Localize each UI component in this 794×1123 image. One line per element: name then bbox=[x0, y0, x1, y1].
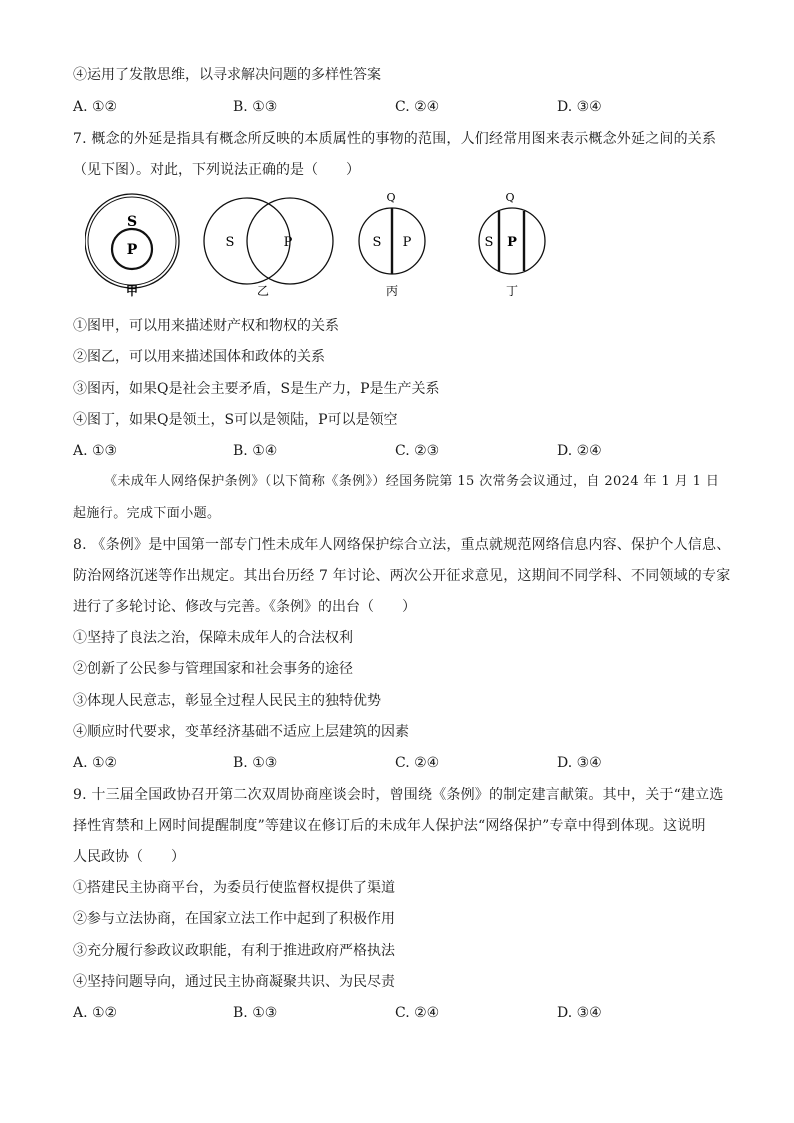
q8-item-1: ①坚持了良法之治，保障未成年人的合法权利 bbox=[73, 630, 353, 646]
q8-stem-line-3: 进行了多轮讨论、修改与完善。《条例》的出台（ ） bbox=[73, 599, 416, 615]
q9-options bbox=[73, 1004, 633, 1022]
q9-option-a: A. ①② bbox=[73, 1005, 118, 1021]
q7-item-1: ①图甲，可以用来描述财产权和物权的关系 bbox=[73, 318, 339, 334]
q6-option-c: C. ②④ bbox=[395, 99, 440, 115]
ding-mid-label: P bbox=[507, 235, 517, 250]
jia-inner-label: P bbox=[126, 242, 138, 258]
yi-caption: 乙 bbox=[256, 284, 270, 298]
q6-option-d: D. ③④ bbox=[557, 99, 602, 115]
q9-stem-line-3: 人民政协（ ） bbox=[73, 849, 185, 865]
q8-item-4: ④顺应时代要求，变革经济基础不适应上层建筑的因素 bbox=[73, 724, 409, 740]
bing-right-label: P bbox=[402, 235, 412, 250]
figure-bing bbox=[359, 191, 425, 298]
q8-item-3: ③体现人民意志，彰显全过程人民民主的独特优势 bbox=[73, 693, 381, 709]
q9-item-1: ①搭建民主协商平台，为委员行使监督权提供了渠道 bbox=[73, 880, 395, 896]
q7-option-b: B. ①④ bbox=[233, 443, 278, 459]
q7-option-d: D. ②④ bbox=[557, 443, 602, 459]
q7-stem-line-1: 7. 概念的外延是指具有概念所反映的本质属性的事物的范围，人们经常用图来表示概念外延之间的关系 bbox=[73, 131, 717, 147]
q9-option-d: D. ③④ bbox=[557, 1005, 602, 1021]
ding-left-label: S bbox=[484, 235, 494, 250]
q8-option-c: C. ②④ bbox=[395, 755, 440, 771]
q6-option-a: A. ①② bbox=[73, 99, 118, 115]
jia-outer-label: S bbox=[126, 214, 138, 230]
q8-option-b: B. ①③ bbox=[233, 755, 278, 771]
q7-stem-line-2: （见下图）。对此，下列说法正确的是（ ） bbox=[73, 162, 360, 178]
q8-option-d: D. ③④ bbox=[557, 755, 602, 771]
bing-left-label: S bbox=[372, 235, 382, 250]
figure-yi bbox=[204, 198, 333, 298]
q9-option-c: C. ②④ bbox=[395, 1005, 440, 1021]
q7-option-c: C. ②③ bbox=[395, 443, 440, 459]
q9-item-2: ②参与立法协商，在国家立法工作中起到了积极作用 bbox=[73, 911, 395, 927]
q9-item-3: ③充分履行参政议政职能，有利于推进政府严格执法 bbox=[73, 943, 395, 959]
q9-stem-line-2: 择性宵禁和上网时间提醒制度”等建议在修订后的未成年人保护法“网络保护”专章中得到体现。这说明 bbox=[73, 818, 706, 834]
intro-line-2: 起施行。完成下面小题。 bbox=[73, 506, 221, 521]
ding-top-label: Q bbox=[505, 191, 515, 204]
q8-stem-line-2: 防治网络沉迷等作出规定。其出台历经 7 年讨论、两次公开征求意见，这期间不同学科、不同领域的专家 bbox=[73, 568, 731, 584]
bing-caption: 丙 bbox=[385, 284, 399, 298]
figure-jia bbox=[85, 194, 179, 298]
q7-item-3: ③图丙，如果Q是社会主要矛盾，S是生产力，P是生产关系 bbox=[73, 381, 440, 397]
q6-option-b: B. ①③ bbox=[233, 99, 278, 115]
q7-item-2: ②图乙，可以用来描述国体和政体的关系 bbox=[73, 349, 325, 365]
jia-caption: 甲 bbox=[125, 284, 139, 298]
concept-extension-figure bbox=[85, 188, 565, 300]
q6-options bbox=[73, 98, 633, 116]
bing-top-label: Q bbox=[386, 191, 396, 204]
ding-caption: 丁 bbox=[505, 284, 519, 298]
q9-option-b: B. ①③ bbox=[233, 1005, 278, 1021]
q8-option-a: A. ①② bbox=[73, 755, 118, 771]
q9-item-4: ④坚持问题导向，通过民主协商凝聚共识、为民尽责 bbox=[73, 974, 395, 990]
yi-left-label: S bbox=[225, 235, 235, 250]
q8-item-2: ②创新了公民参与管理国家和社会事务的途径 bbox=[73, 661, 353, 677]
q7-options bbox=[73, 442, 633, 460]
q6-item-4: ④运用了发散思维，以寻求解决问题的多样性答案 bbox=[73, 67, 381, 83]
yi-right-label: P bbox=[283, 235, 293, 250]
q9-stem-line-1: 9. 十三届全国政协召开第二次双周协商座谈会时，曾围绕《条例》的制定建言献策。其中，关于“建立选 bbox=[73, 787, 724, 803]
q8-stem-line-1: 8. 《条例》是中国第一部专门性未成年人网络保护综合立法，重点就规范网络信息内容、保护个人信息、 bbox=[73, 537, 731, 553]
q7-option-a: A. ①③ bbox=[73, 443, 118, 459]
figure-ding bbox=[479, 191, 545, 298]
intro-line-1: 《未成年人网络保护条例》（以下简称《条例》）经国务院第 15 次常务会议通过，自 2024 年 1 月 1 日 bbox=[104, 474, 720, 489]
q8-options bbox=[73, 754, 633, 772]
q7-item-4: ④图丁，如果Q是领土，S可以是领陆，P可以是领空 bbox=[73, 412, 398, 428]
